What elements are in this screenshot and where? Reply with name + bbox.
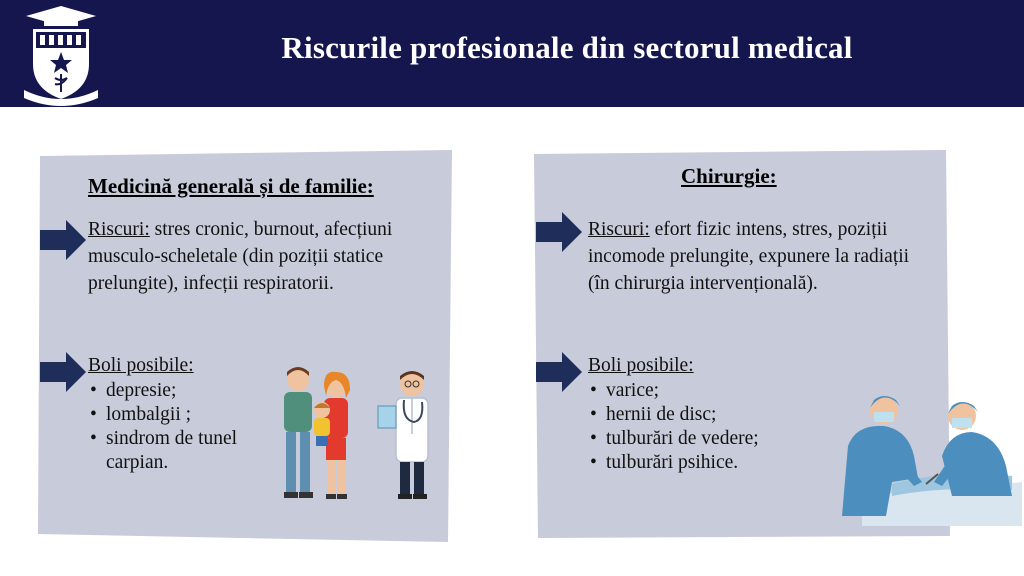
risks-description: efort fizic intens, stres, poziții incomode prelungite, expunere la radiații (în chirurgia intervențională). bbox=[588, 219, 910, 294]
list-item: • lombalgii ; bbox=[68, 403, 288, 427]
risks-description: stres cronic, burnout, afecțiuni musculo-scheletale (din poziții statice prelungite), infecții respiratorii. bbox=[88, 219, 393, 294]
card-heading: Medicină generală și de familie: bbox=[88, 174, 374, 198]
risks-label: Riscuri: bbox=[88, 219, 150, 240]
arrow-right-icon bbox=[40, 220, 86, 260]
arrow-right-icon bbox=[536, 212, 582, 252]
risks-label: Riscuri: bbox=[588, 219, 650, 240]
list-item: • tulburări de vedere; bbox=[568, 427, 838, 451]
list-item: • depresie; bbox=[68, 379, 288, 403]
diseases-label: Boli posibile: bbox=[88, 355, 194, 376]
family-doctor-illustration bbox=[274, 364, 454, 524]
diseases-label: Boli posibile: bbox=[588, 355, 694, 376]
surgeons-illustration bbox=[822, 386, 1022, 526]
header-bar bbox=[0, 0, 1024, 107]
page-title: Riscurile profesionale din sectorul medical bbox=[281, 30, 853, 65]
risks-text bbox=[88, 216, 428, 297]
list-item: • hernii de disc; bbox=[568, 403, 838, 427]
diseases-list bbox=[568, 379, 838, 475]
risks-text bbox=[588, 216, 928, 297]
card-general-medicine bbox=[38, 150, 454, 546]
card-surgery bbox=[534, 150, 950, 540]
list-item: • varice; bbox=[568, 379, 838, 403]
diseases-list bbox=[68, 379, 288, 475]
university-crest-logo bbox=[22, 4, 100, 106]
diseases-block bbox=[588, 352, 838, 475]
card-heading: Chirurgie: bbox=[681, 164, 777, 188]
list-item: • tulburări psihice. bbox=[568, 451, 838, 475]
list-item: • sindrom de tunel carpian. bbox=[68, 427, 288, 475]
diseases-block bbox=[88, 352, 288, 475]
